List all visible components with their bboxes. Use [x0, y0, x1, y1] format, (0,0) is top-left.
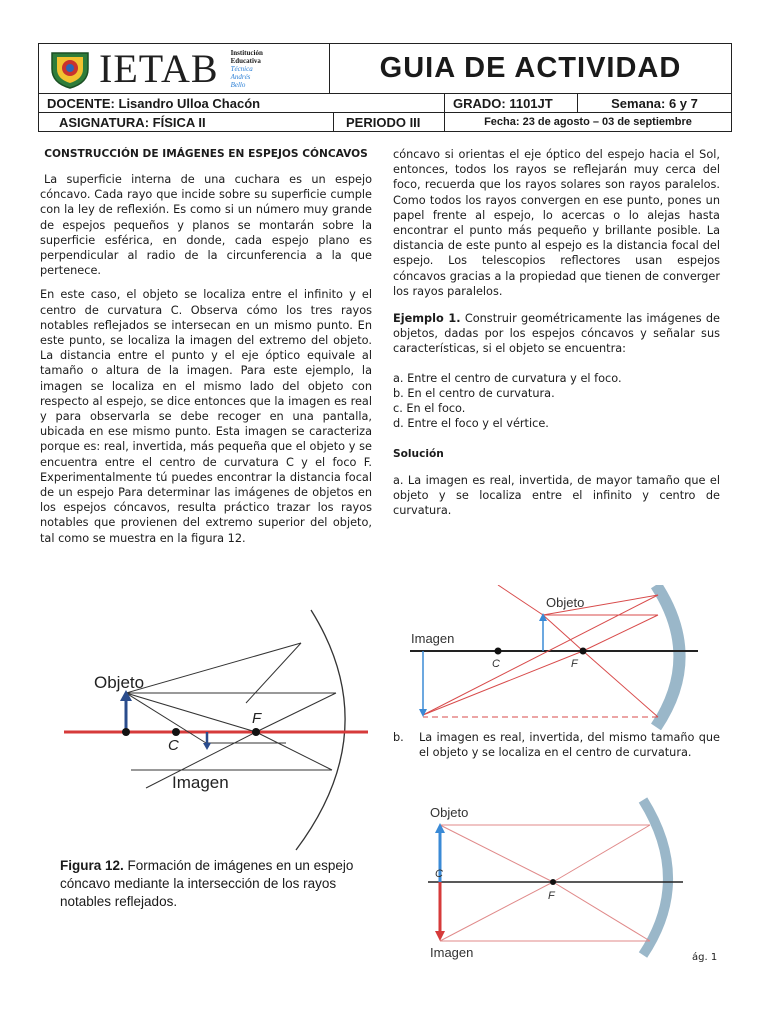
asignatura: ASIGNATURA: FÍSICA II [59, 114, 206, 130]
point-f [580, 648, 587, 655]
section-heading: CONSTRUCCIÓN DE IMÁGENES EN ESPEJOS CÓNCAVOS [44, 148, 368, 160]
caption-label: Figura 12. [60, 858, 124, 873]
label-c: C [168, 737, 179, 754]
label-objeto: Objeto [94, 673, 145, 692]
label-objeto: Objeto [430, 805, 469, 820]
paragraph-intro: La superficie interna de una cuchara es un espejo cóncavo. Cada rayo que incide sobre su superficie cumple con la ley de reflexión. Es como si un número muy grande de espejos pequeños y planos se montarán sobre la superficie esférica, en donde, cada espejo plano es perpendicular al radio de la circunferencia a la que pertenece. [40, 173, 372, 278]
label-f: F [571, 658, 578, 670]
left-column [40, 147, 372, 555]
point-c [495, 648, 502, 655]
caption-text: Formación de imágenes en un espejo cóncavo mediante la intersección de los rayos notables reflejados. [60, 858, 354, 909]
right-column [393, 147, 720, 527]
title-cell [329, 44, 731, 93]
page-title: GUIA DE ACTIVIDAD [379, 52, 682, 84]
header-table [38, 43, 732, 132]
page-number: ág. 1 [692, 952, 718, 963]
paragraph-case: En este caso, el objeto se localiza entre el infinito y el centro de curvatura C. Observa cómo los tres rayos notables reflejados se intersecan en un mismo punto. En este punto, se localiza la imagen del extremo del objeto. La distancia entre el punto y el eje óptico equivale al tamaño o altura de la imagen. Para este ejemplo, la imagen se localiza en el mismo lado del objeto con respecto al espejo, se dice entonces que la imagen es real y para observarla se debe recoger en una pantalla, ubicada en ese mismo punto. Esta imagen se caracteriza porque es: real, invertida, más pequeña que el objeto y se encuentra entre el centro de curvatura C y el foco F. Experimentalmente tú puedes encontrar la distancia focal de un espejo Para determinar las imágenes de objetos en los espejos cóncavos, resulta práctico trazar los rayos notables que provienen del extremo superior del objeto, tal como se muestra en la figura 12. [40, 288, 372, 545]
mirror-curve [656, 585, 680, 727]
mirror-curve [643, 800, 668, 955]
label-imagen: Imagen [411, 631, 455, 646]
point-f [252, 728, 260, 736]
figure-caption [60, 857, 370, 911]
docente: DOCENTE: Lisandro Ulloa Chacón [47, 95, 261, 111]
fecha: Fecha: 23 de agosto – 03 de septiembre [444, 113, 731, 131]
periodo: PERIODO III [333, 113, 444, 131]
label-imagen: Imagen [430, 945, 474, 960]
cases-list [393, 371, 720, 432]
label-c: C [492, 658, 500, 670]
list-item: d. Entre el foco y el vértice. [393, 417, 549, 431]
point-c [172, 728, 180, 736]
rays [126, 643, 336, 788]
school-shield-icon [49, 49, 91, 89]
list-item: a. Entre el centro de curvatura y el foco. [393, 371, 622, 385]
paragraph-sun: cóncavo si orientas el eje óptico del espejo hacia el Sol, entonces, todos los rayos se reflejarán muy cerca del foco, recuerda que los rayos solares son rayos paralelos. Como todos los rayos convergen en ese punto, pones un papel frente al espejo, lo acercas o lo alejas hasta encontrar el punto más pequeño y brillante posible. La distancia de este punto al espejo es la distancia focal del espejo. Los telescopios reflectores usan espejos cóncavos gracias a la propiedad que tienen de converger los rayos paralelos. [393, 148, 720, 298]
label-f: F [548, 890, 555, 902]
example-label: Ejemplo 1. [393, 312, 461, 326]
point-f [550, 879, 556, 885]
solution-b [393, 730, 720, 760]
label-f: F [252, 710, 262, 727]
grado: GRADO: 1101JT [444, 94, 577, 112]
paragraph-example [393, 311, 720, 357]
figure-12-diagram [56, 608, 376, 853]
label-c: C [435, 868, 443, 880]
solution-heading: Solución [393, 448, 444, 461]
solution-b-text: La imagen es real, invertida, del mismo tamaño que el objeto y se localiza en el centro de curvatura. [419, 731, 720, 760]
mirror-curve [296, 610, 345, 850]
logo-text: IETAB [99, 45, 219, 91]
logo-area [39, 44, 329, 93]
list-item: c. En el foco. [393, 402, 466, 416]
label-imagen: Imagen [172, 773, 229, 792]
label-objeto: Objeto [546, 595, 585, 610]
rays [440, 825, 650, 941]
solution-b-label: b. [393, 731, 404, 744]
example-text: Construir geométricamente las imágenes de objetos, dadas por los espejos cóncavos y señalar sus características, si el objeto se encuentra: [393, 312, 720, 356]
semana: Semana: 6 y 7 [577, 94, 731, 112]
list-item: b. En el centro de curvatura. [393, 386, 555, 400]
solution-a: a. La imagen es real, invertida, de mayor tamaño que el objeto y se localiza entre el infinito y centro de curvatura. [393, 473, 720, 518]
figure-a-diagram [408, 585, 708, 730]
figure-b-diagram [418, 795, 698, 965]
institution-name: Institución Educativa Técnica Andrés Bello [230, 48, 263, 89]
